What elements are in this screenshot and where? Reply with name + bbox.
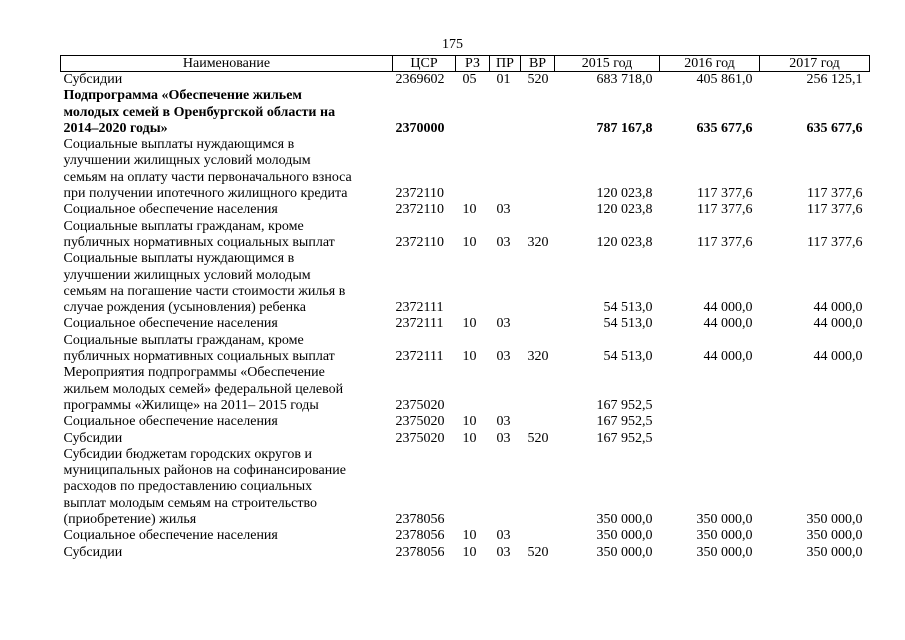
row-csr: 2369602	[395, 72, 445, 87]
row-name	[61, 545, 393, 561]
row-name-line: Социальные выплаты гражданам, кроме	[63, 218, 304, 234]
row-2015: 683 718,0	[596, 72, 653, 87]
row-name	[61, 137, 393, 202]
row-name-line: публичных нормативных социальных выплат	[63, 349, 335, 365]
row-name	[61, 528, 393, 544]
row-name-line: Социальные выплаты нуждающимся в	[63, 251, 295, 267]
row-name-line: Социальное обеспечение населения	[63, 414, 278, 430]
row-csr: 2378056	[395, 528, 445, 544]
table-row	[61, 72, 870, 89]
row-2015: 120 023,8	[596, 202, 653, 218]
row-2017: 117 377,6	[807, 186, 863, 202]
header-csr: ЦСР	[393, 56, 456, 72]
table-row	[61, 333, 870, 366]
row-csr: 2372110	[395, 234, 444, 250]
row-csr: 2375020	[395, 414, 445, 430]
row-2017: 350 000,0	[806, 544, 863, 560]
row-name-line: молодых семей в Оренбургской области на	[63, 104, 336, 120]
row-2017: 350 000,0	[806, 528, 863, 544]
row-name	[61, 414, 393, 430]
row-name	[61, 202, 393, 218]
row-pr: 03	[496, 544, 511, 560]
row-rz	[456, 137, 490, 202]
row-rz: 10	[462, 202, 477, 218]
header-pr: ПР	[490, 56, 521, 72]
row-name	[61, 72, 393, 89]
row-name-line: 2014–2020 годы»	[63, 120, 168, 136]
row-2017: 44 000,0	[813, 300, 863, 316]
row-2016: 350 000,0	[696, 512, 753, 528]
row-name-line: Субсидии	[63, 430, 123, 446]
row-2017: 44 000,0	[813, 316, 863, 332]
row-pr: 03	[496, 234, 511, 250]
row-name	[61, 431, 393, 447]
row-csr: 2378056	[395, 512, 445, 528]
row-2015: 350 000,0	[596, 512, 653, 528]
row-name-line: программы «Жилище» на 2011– 2015 годы	[63, 397, 319, 413]
row-pr	[490, 88, 521, 137]
table-body	[61, 72, 870, 561]
row-csr: 2378056	[395, 544, 445, 560]
row-name-line: Субсидии	[63, 72, 123, 87]
header-2017: 2017 год	[760, 56, 870, 72]
row-csr: 2375020	[395, 430, 445, 446]
row-2015: 167 952,5	[596, 414, 653, 430]
header-vr: ВР	[521, 56, 555, 72]
row-csr: 2375020	[395, 397, 445, 413]
row-2016: 117 377,6	[697, 234, 753, 250]
table-row	[61, 251, 870, 316]
row-2017	[760, 431, 870, 447]
row-rz: 05	[462, 72, 477, 87]
table-row	[61, 137, 870, 202]
row-2015: 120 023,8	[596, 234, 653, 250]
row-pr	[490, 447, 521, 528]
row-2017: 256 125,1	[806, 72, 863, 87]
table-row	[61, 219, 870, 252]
row-vr	[521, 316, 555, 332]
row-pr	[490, 251, 521, 316]
table-row	[61, 365, 870, 414]
row-name-line: Субсидии бюджетам городских округов и	[63, 446, 313, 462]
row-vr	[521, 365, 555, 414]
table-row	[61, 88, 870, 137]
row-2015: 54 513,0	[603, 316, 653, 332]
row-rz: 10	[462, 430, 477, 446]
row-vr	[521, 137, 555, 202]
row-2017: 117 377,6	[807, 234, 863, 250]
row-2015: 350 000,0	[596, 528, 653, 544]
row-2016: 44 000,0	[703, 316, 753, 332]
row-name-line: при получении ипотечного жилищного кредита	[63, 186, 348, 202]
row-rz: 10	[462, 414, 477, 430]
row-rz	[456, 365, 490, 414]
row-name	[61, 365, 393, 414]
row-2016: 350 000,0	[696, 544, 753, 560]
row-name-line: семьям на оплату части первоначального взноса	[63, 169, 352, 185]
header-rz: РЗ	[456, 56, 490, 72]
page-number: 175	[442, 37, 463, 52]
row-2016: 350 000,0	[696, 528, 753, 544]
row-name-line: муниципальных районов на софинансирование	[63, 463, 346, 479]
row-2015: 350 000,0	[596, 544, 653, 560]
row-2015: 167 952,5	[596, 397, 653, 413]
row-name	[61, 88, 393, 137]
row-name-line: (приобретение) жилья	[63, 512, 197, 528]
row-2016: 117 377,6	[697, 202, 753, 218]
row-name-line: Социальное обеспечение населения	[63, 316, 278, 332]
table-row	[61, 316, 870, 332]
row-2016: 635 677,6	[696, 120, 753, 136]
row-2015: 167 952,5	[596, 430, 653, 446]
row-vr: 520	[527, 430, 549, 446]
row-name	[61, 333, 393, 366]
row-2017: 44 000,0	[813, 349, 863, 365]
row-2015: 54 513,0	[603, 300, 653, 316]
table-row	[61, 431, 870, 447]
row-2017	[760, 414, 870, 430]
row-2015: 54 513,0	[603, 349, 653, 365]
row-pr: 03	[496, 528, 511, 544]
row-csr: 2372111	[395, 349, 444, 365]
row-rz: 10	[462, 544, 477, 560]
row-name-line: Мероприятия подпрограммы «Обеспечение	[63, 365, 325, 381]
row-2016	[660, 414, 760, 430]
row-name	[61, 251, 393, 316]
row-2016: 44 000,0	[703, 349, 753, 365]
row-name-line: Субсидии	[63, 544, 123, 560]
row-name-line: Социальные выплаты гражданам, кроме	[63, 332, 304, 348]
row-vr	[521, 447, 555, 528]
row-vr	[521, 414, 555, 430]
row-2017: 635 677,6	[806, 120, 863, 136]
row-rz	[456, 447, 490, 528]
row-csr: 2372111	[395, 300, 444, 316]
row-name-line: Социальное обеспечение населения	[63, 202, 278, 218]
row-rz	[456, 251, 490, 316]
row-name-line: Социальные выплаты нуждающимся в	[63, 137, 295, 153]
header-2016: 2016 год	[660, 56, 760, 72]
row-rz: 10	[462, 349, 477, 365]
row-2017: 350 000,0	[806, 512, 863, 528]
row-pr: 01	[496, 72, 511, 87]
row-2016: 44 000,0	[703, 300, 753, 316]
row-vr: 520	[527, 544, 549, 560]
row-name-line: расходов по предоставлению социальных	[63, 479, 313, 495]
row-2016	[660, 365, 760, 414]
row-name-line: выплат молодым семьям на строительство	[63, 495, 318, 511]
row-2016: 405 861,0	[696, 72, 753, 87]
row-vr	[521, 528, 555, 544]
row-rz: 10	[462, 528, 477, 544]
row-pr: 03	[496, 414, 511, 430]
row-vr	[521, 88, 555, 137]
row-name-line: жильем молодых семей» федеральной целевой	[63, 381, 344, 397]
row-name	[61, 219, 393, 252]
row-rz: 10	[462, 316, 477, 332]
row-name-line: семьям на погашение части стоимости жилья в	[63, 283, 346, 299]
row-rz	[456, 88, 490, 137]
row-csr: 2370000	[395, 120, 445, 136]
row-pr: 03	[496, 202, 511, 218]
row-2016	[660, 431, 760, 447]
row-name	[61, 447, 393, 528]
row-name	[61, 316, 393, 332]
row-2017: 117 377,6	[807, 202, 863, 218]
table-row	[61, 528, 870, 544]
table-row	[61, 545, 870, 561]
header-2015: 2015 год	[555, 56, 660, 72]
table-row	[61, 447, 870, 528]
row-vr: 320	[527, 234, 549, 250]
row-vr	[521, 202, 555, 218]
row-name-line: публичных нормативных социальных выплат	[63, 234, 335, 250]
row-csr: 2372111	[395, 316, 444, 332]
row-name-line: улучшении жилищных условий молодым	[63, 267, 311, 283]
row-pr	[490, 137, 521, 202]
row-csr: 2372110	[395, 202, 444, 218]
table-header	[61, 56, 870, 72]
row-pr	[490, 365, 521, 414]
row-pr: 03	[496, 349, 511, 365]
row-vr: 320	[527, 349, 549, 365]
row-name-line: Социальное обеспечение населения	[63, 528, 278, 544]
table-row	[61, 414, 870, 430]
row-rz: 10	[462, 234, 477, 250]
budget-table	[60, 55, 870, 561]
row-pr: 03	[496, 316, 511, 332]
table-row	[61, 202, 870, 218]
row-2015: 787 167,8	[596, 120, 653, 136]
row-name-line: случае рождения (усыновления) ребенка	[63, 300, 306, 316]
row-2016: 117 377,6	[697, 186, 753, 202]
row-csr: 2372110	[395, 186, 444, 202]
row-name-line: Подпрограмма «Обеспечение жильем	[63, 88, 302, 104]
row-2015: 120 023,8	[596, 186, 653, 202]
row-name-line: улучшении жилищных условий молодым	[63, 153, 311, 169]
header-name: Наименование	[61, 56, 393, 72]
row-2017	[760, 365, 870, 414]
row-vr	[521, 251, 555, 316]
row-pr: 03	[496, 430, 511, 446]
row-vr: 520	[527, 72, 549, 87]
